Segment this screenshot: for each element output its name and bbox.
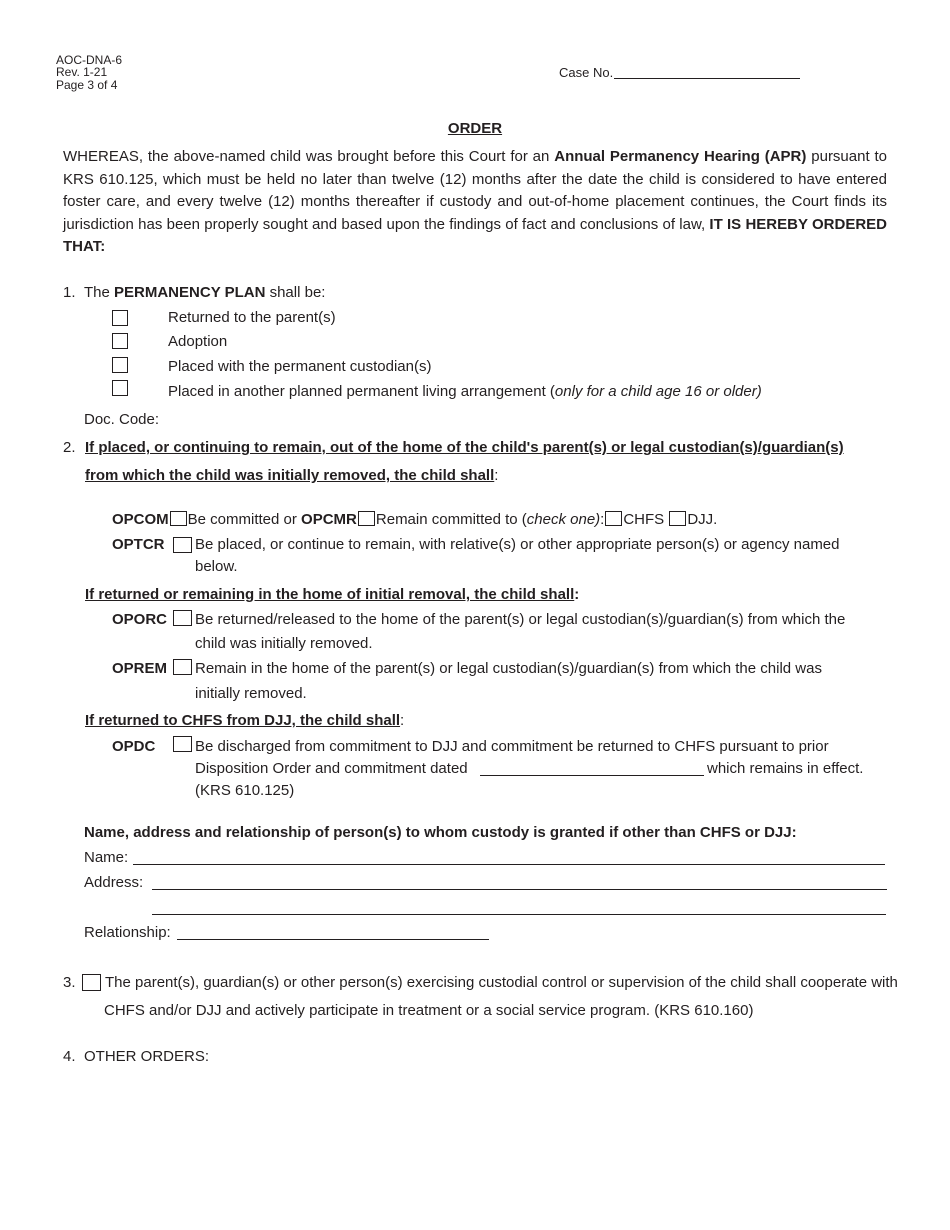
optcr-line1: Be placed, or continue to remain, with relative(s) or other appropriate person(s) or agency named xyxy=(195,536,840,553)
oprem-checkbox[interactable] xyxy=(173,659,192,675)
item2-heading-line2 xyxy=(85,465,498,487)
opdc-line2a: Disposition Order and commitment dated xyxy=(195,760,468,777)
optcr-line2: below. xyxy=(195,558,238,575)
opcmr-code: OPCMR xyxy=(301,511,357,528)
form-id: AOC-DNA-6 xyxy=(56,53,123,67)
permanency-plan-label: PERMANENCY PLAN xyxy=(114,284,266,301)
djj-checkbox[interactable] xyxy=(669,511,686,526)
plan-adoption-checkbox[interactable] xyxy=(112,333,128,349)
oporc-code: OPORC xyxy=(112,611,168,628)
page-title: ORDER xyxy=(447,120,503,137)
optcr-code: OPTCR xyxy=(112,536,165,553)
plan-adoption-label: Adoption xyxy=(168,333,228,350)
whereas-apr: Annual Permanency Hearing (APR) xyxy=(554,148,807,165)
oprem-code: OPREM xyxy=(112,660,168,677)
plan-custodian-checkbox[interactable] xyxy=(112,357,128,373)
chfs-checkbox[interactable] xyxy=(605,511,622,526)
doc-code-label: Doc. Code: xyxy=(84,411,160,428)
item3-line2: CHFS and/or DJJ and actively participate in treatment or a social service program. (KRS 610.160) xyxy=(104,1002,754,1019)
opcmr-check-one: check one) xyxy=(526,511,601,528)
opcom-row xyxy=(112,509,717,531)
opdc-line3: (KRS 610.125) xyxy=(195,782,295,799)
item3-number: 3. xyxy=(63,974,76,991)
plan-appla-italic: only for a child age 16 or older) xyxy=(554,383,762,400)
opcmr-checkbox[interactable] xyxy=(358,511,375,526)
item3-line1: The parent(s), guardian(s) or other person(s) exercising custodial control or supervision of the child shall cooperate with xyxy=(105,974,898,991)
whereas-text-1: WHEREAS, the above-named child was brought before this Court for an xyxy=(63,148,555,165)
returned-heading-text: If returned or remaining in the home of initial removal, the child shall xyxy=(85,586,575,603)
returned-heading xyxy=(85,584,579,606)
commitment-date-field[interactable] xyxy=(480,775,704,776)
revision: Rev. 1-21 xyxy=(56,65,108,79)
djj-label: DJJ. xyxy=(687,511,718,528)
address-label: Address: xyxy=(84,874,144,891)
item2-heading-colon: : xyxy=(494,467,499,484)
optcr-checkbox[interactable] xyxy=(173,537,192,553)
oporc-line2: child was initially removed. xyxy=(195,635,373,652)
address-field-line2[interactable] xyxy=(152,914,886,915)
plan-appla-checkbox[interactable] xyxy=(112,380,128,396)
item1-pre: The xyxy=(84,284,115,301)
opdc-line1: Be discharged from commitment to DJJ and commitment be returned to CHFS pursuant to prior xyxy=(195,738,829,755)
custody-heading: Name, address and relationship of person(s) to whom custody is granted if other than CHFS or DJJ: xyxy=(84,824,797,841)
oporc-checkbox[interactable] xyxy=(173,610,192,626)
item4-number: 4. xyxy=(63,1048,76,1065)
item1-post: shall be: xyxy=(265,284,326,301)
opcom-code: OPCOM xyxy=(112,511,169,528)
case-no-label: Case No. xyxy=(559,65,614,80)
oporc-line1: Be returned/released to the home of the parent(s) or legal custodian(s)/guardian(s) from which the xyxy=(195,611,846,628)
opcmr-colon: : xyxy=(600,511,605,528)
opdc-code: OPDC xyxy=(112,738,156,755)
opcom-checkbox[interactable] xyxy=(170,511,187,526)
item2-number: 2. xyxy=(63,439,76,456)
name-label: Name: xyxy=(84,849,129,866)
item1-heading xyxy=(84,282,325,304)
chfs-label: CHFS xyxy=(623,511,665,528)
opcom-text: Be committed or xyxy=(187,511,302,528)
item3-checkbox[interactable] xyxy=(82,974,101,991)
plan-appla-label xyxy=(168,381,762,403)
case-no-field[interactable] xyxy=(614,78,800,79)
item2-heading-line2-text: from which the child was initially removed, the child shall xyxy=(85,467,495,484)
djj-heading xyxy=(85,710,404,732)
whereas-text-2: pursuant to KRS 610.125, which must be held no later than twelve (12) months after the date the child is considered to have entered foster care, and every twelve (12) months thereafter if custody and out-of-home placement continues, the Court finds its jurisdiction has been properly sought and based upon the findings of fact and conclusions of law, xyxy=(63,148,888,233)
opcmr-text: Remain committed to ( xyxy=(375,511,527,528)
djj-heading-colon: : xyxy=(400,712,405,729)
plan-custodian-label: Placed with the permanent custodian(s) xyxy=(168,358,432,375)
whereas-ordered: IT IS HEREBY ORDERED THAT: xyxy=(63,215,887,255)
whereas-paragraph xyxy=(63,146,887,259)
page-number: Page 3 of 4 xyxy=(56,78,118,92)
plan-returned-label: Returned to the parent(s) xyxy=(168,309,336,326)
plan-appla-text: Placed in another planned permanent living arrangement ( xyxy=(168,383,555,400)
returned-heading-colon: : xyxy=(574,586,580,603)
relationship-label: Relationship: xyxy=(84,924,171,941)
name-field[interactable] xyxy=(133,864,885,865)
item1-number: 1. xyxy=(63,284,76,301)
djj-heading-text: If returned to CHFS from DJJ, the child shall xyxy=(85,712,401,729)
other-orders-label: OTHER ORDERS: xyxy=(84,1048,210,1065)
item2-heading-line1: If placed, or continuing to remain, out of the home of the child's parent(s) or legal custodian(s)/guardian(s) xyxy=(85,439,844,456)
oprem-line1: Remain in the home of the parent(s) or legal custodian(s)/guardian(s) from which the child was xyxy=(195,660,822,677)
relationship-field[interactable] xyxy=(177,939,489,940)
oprem-line2: initially removed. xyxy=(195,685,307,702)
opdc-line2b: which remains in effect. xyxy=(707,760,864,777)
plan-returned-checkbox[interactable] xyxy=(112,310,128,326)
opdc-checkbox[interactable] xyxy=(173,736,192,752)
address-field-line1[interactable] xyxy=(152,889,887,890)
